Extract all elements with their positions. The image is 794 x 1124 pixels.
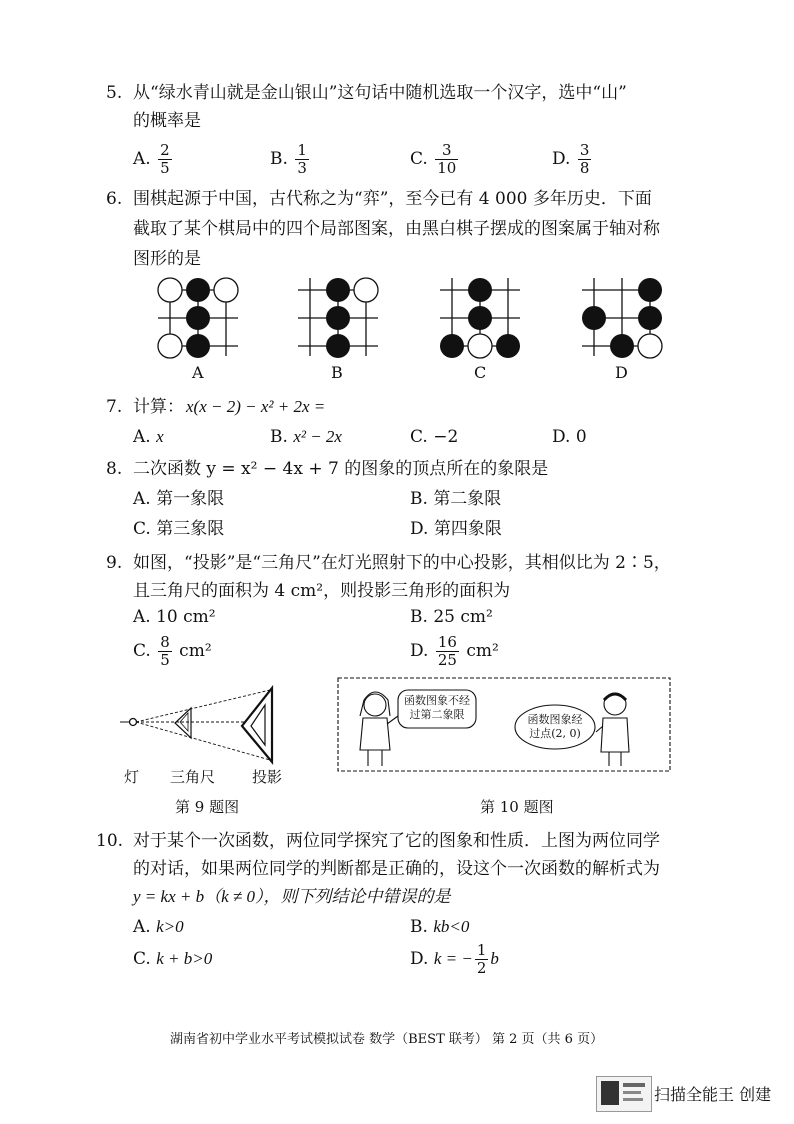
q6-number: 6. [106,189,123,209]
q8-number: 8. [106,459,123,479]
q5-option-a-fraction: $\frac{2}{5}$ [160,141,170,177]
go-stone-white [638,334,662,358]
go-stone-black [326,278,350,302]
boy-body-icon [601,718,629,752]
q5-text-line2: 的概率是 [133,111,201,131]
q10-option-d: D. k = − $\frac{1}{2}$ b [410,941,499,977]
go-stone-white [158,334,182,358]
page-footer: 湖南省初中学业水平考试模拟试卷 数学（BEST 联考） 第 2 页（共 6 页） [170,1032,604,1047]
scanner-logo-icon [596,1076,652,1112]
go-stone-black [326,334,350,358]
q7-prefix: 计算： [133,397,184,417]
q7-option-d: D. 0 [552,427,587,447]
q10-number: 10. [96,831,124,851]
q5-option-c: C. $\frac{3}{10}$ [410,141,457,177]
q7-option-a: A. x [133,427,164,447]
q5-text-line1: 从“绿水青山就是金山银山”这句话中随机选取一个汉字，选中“山” [133,83,627,103]
q6-text-line1: 围棋起源于中国，古代称之为“弈”，至今已有 4 000 多年历史．下面 [133,189,652,209]
lamp-icon [130,719,137,726]
go-stone-white [354,278,378,302]
fig10-dialogue [338,678,670,771]
fig9-projection-label: 投影 [252,768,283,786]
q10-option-a: A. k>0 [133,917,184,937]
girl-body-icon [360,718,390,750]
q9-option-a: A. 10 cm² [133,607,216,627]
projection-triangle [242,688,272,762]
q5-option-b-fraction: $\frac{1}{3}$ [297,141,307,177]
q7-number: 7. [106,397,123,417]
q8-text: 二次函数 y = x² − 4x + 7 的图象的顶点所在的象限是 [133,459,549,479]
q5-option-d: D. $\frac{3}{8}$ [552,141,590,177]
q9-number: 9. [106,553,123,573]
q7-expression: x(x − 2) − x² + 2x = [186,397,326,416]
go-label-b: B [331,363,343,382]
go-stone-black [186,278,210,302]
scanner-watermark: 扫描全能王 创建 [654,1085,772,1104]
q8-option-a: A. 第一象限 [133,489,225,509]
q9-option-b: B. 25 cm² [410,607,493,627]
go-stone-black [326,306,350,330]
fig10-left-bubble-text: 函数图象不经 过第二象限 [404,694,470,721]
go-label-a: A [192,363,204,382]
go-stone-black [638,306,662,330]
go-label-d: D [615,363,628,382]
go-stone-white [214,278,238,302]
fig10-caption: 第 10 题图 [480,798,554,816]
go-stone-black [440,334,464,358]
go-stone-black [186,306,210,330]
q10-text-line3: y = kx + b（k ≠ 0），则下列结论中错误的是 [133,887,451,906]
go-stone-white [158,278,182,302]
girl-head-icon [364,694,386,716]
q8-option-c: C. 第三象限 [133,519,225,539]
go-label-c: C [474,363,487,382]
q10-option-b: B. kb<0 [410,917,470,937]
fig9-projection [120,688,272,762]
go-stone-black [610,334,634,358]
go-stone-black [496,334,520,358]
q10-text-line1: 对于某个一次函数，两位同学探究了它的图象和性质．上图为两位同学 [133,831,660,851]
fig9-ruler-label: 三角尺 [170,768,216,786]
q9-option-d: D. $\frac{16}{25}$ cm² [410,633,499,669]
q8-option-d: D. 第四象限 [410,519,502,539]
go-stone-black [468,306,492,330]
go-stone-black [468,278,492,302]
q9-option-c: C. $\frac{8}{5}$ cm² [133,633,212,669]
q7-option-b: B. x² − 2x [270,427,342,447]
q6-text-line2: 截取了某个棋局中的四个局部图案，由黑白棋子摆成的图案属于轴对称 [133,219,660,239]
q10-text-line2: 的对话，如果两位同学的判断都是正确的，设这个一次函数的解析式为 [133,859,660,879]
q5-option-c-fraction: $\frac{3}{10}$ [437,141,457,177]
q8-option-b: B. 第二象限 [410,489,502,509]
go-stone-black [582,306,606,330]
go-stone-white [468,334,492,358]
q9-text-line1: 如图，“投影”是“三角尺”在灯光照射下的中心投影，其相似比为 2∶5， [133,553,671,573]
q9-text-line2: 且三角尺的面积为 4 cm²，则投影三角形的面积为 [133,581,511,601]
go-stone-black [186,334,210,358]
fig9-lamp-label: 灯 [124,768,140,786]
q5-number: 5. [106,83,123,103]
q5-option-d-fraction: $\frac{3}{8}$ [579,141,590,177]
q7-option-c: C. −2 [410,427,459,447]
q5-option-b: B. $\frac{1}{3}$ [270,141,307,177]
q10-option-c: C. k + b>0 [133,949,213,969]
q6-text-line3: 图形的是 [133,249,201,269]
go-stone-black [638,278,662,302]
fig9-caption: 第 9 题图 [175,798,240,816]
q5-option-a: A. $\frac{2}{5}$ [133,141,170,177]
fig10-right-bubble-text: 函数图象经 过点(2, 0) [527,713,583,740]
